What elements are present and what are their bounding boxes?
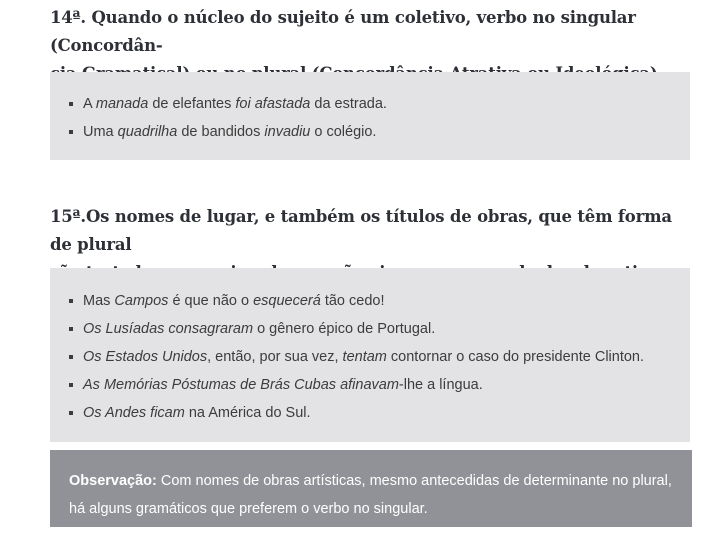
observation-note [50,450,692,527]
example-text: de elefantes [148,96,236,112]
example-italic-text: Os Andes ficam [83,405,185,421]
example-text: o colégio. [310,124,377,140]
rule-14-example-list [50,72,690,146]
rule-15-heading-line-1: 15ª.Os nomes de lugar, e também os títulos de obras, que têm forma de plural [50,207,672,254]
bullet-icon [69,383,73,387]
example-item [50,287,690,315]
example-item [50,90,690,118]
bullet-icon [69,355,73,359]
bullet-icon [69,411,73,415]
example-text: da estrada. [310,96,387,112]
example-italic-text: Os Estados Unidos [83,349,208,365]
example-text: tão cedo! [320,293,385,309]
example-italic-text: quadrilha [117,124,178,140]
example-italic-text: foi afastada [235,96,311,112]
example-item [50,315,690,343]
example-text: , então, por sua vez, [207,349,343,365]
example-item [50,399,690,427]
example-italic-text: As Memórias Póstumas de Brás Cubas afinavam [83,377,399,393]
observation-text: Com nomes de obras artísticas, mesmo antecedidas de determinante no plural, há alguns gramáticos que preferem o verbo no singular. [69,473,672,517]
example-text: Mas [83,293,115,309]
example-italic-text: Os Lusíadas consagraram [83,321,254,337]
example-italic-text: tentam [342,349,387,365]
example-text: o gênero épico de Portugal. [253,321,436,337]
bullet-icon [69,102,73,106]
example-item [50,371,690,399]
rule-15-examples-box [50,268,690,442]
example-text: contornar o caso do presidente Clinton. [386,349,645,365]
rule-15-example-list [50,268,690,427]
example-italic-text: esquecerá [253,293,321,309]
example-item [50,118,690,146]
example-text: A [83,96,96,112]
rule-14-examples-box [50,72,690,160]
observation-label: Observação: [69,473,157,489]
rule-14-heading-line-1: 14ª. Quando o núcleo do sujeito é um coletivo, verbo no singular (Concordân- [50,8,636,55]
example-text: Uma [83,124,118,140]
example-text: é que não o [168,293,254,309]
example-italic-text: invadiu [264,124,311,140]
bullet-icon [69,130,73,134]
example-italic-text: Campos [114,293,169,309]
example-item [50,343,690,371]
bullet-icon [69,327,73,331]
example-text: na América do Sul. [184,405,311,421]
example-text: de bandidos [177,124,265,140]
example-text: -lhe a língua. [398,377,483,393]
example-italic-text: manada [95,96,149,112]
bullet-icon [69,299,73,303]
